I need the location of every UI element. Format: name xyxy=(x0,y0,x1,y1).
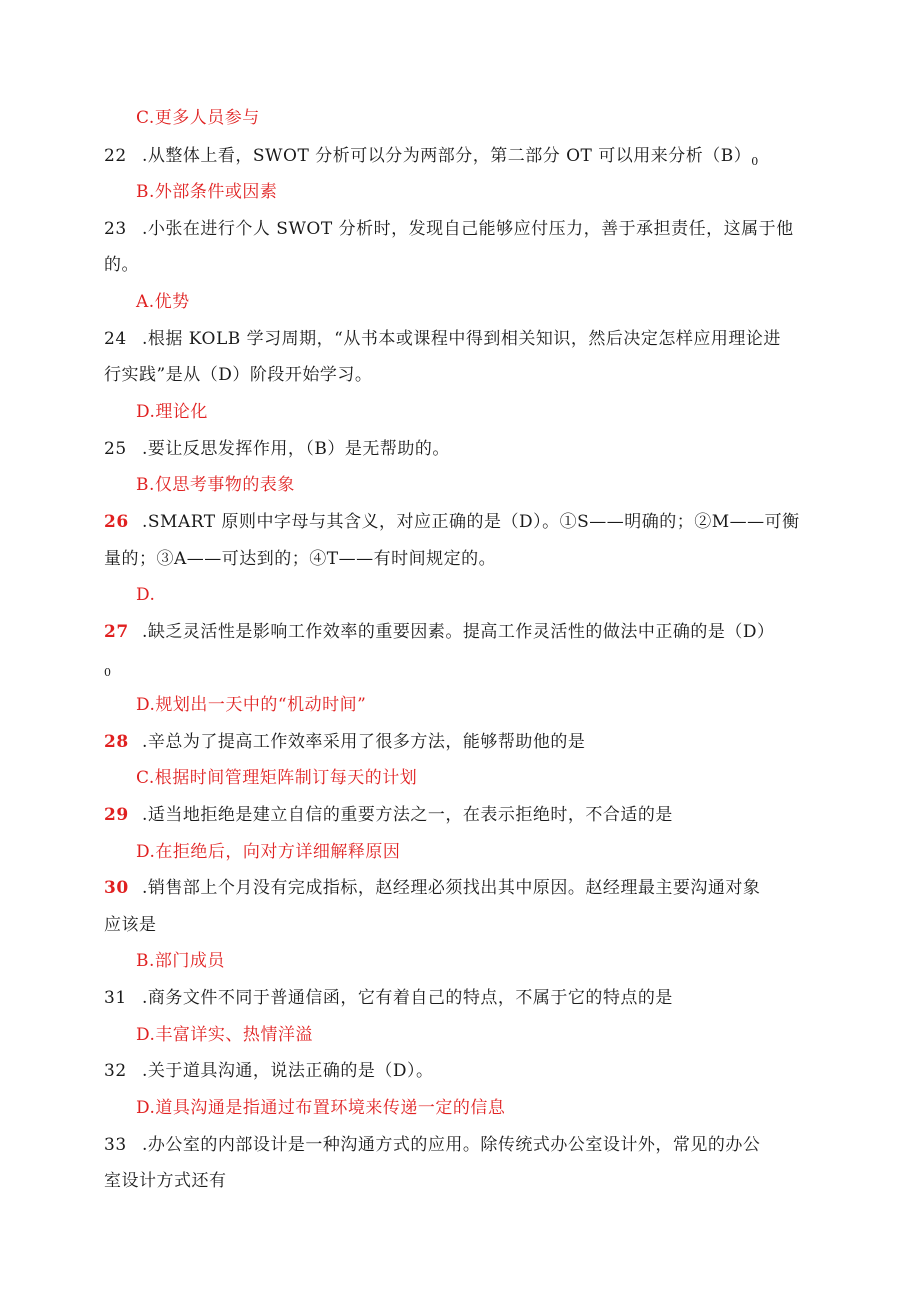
answer-31: D.丰富详实、热情洋溢 xyxy=(136,1025,313,1045)
question-number: 31 xyxy=(104,988,127,1008)
question-27-continued: 0 xyxy=(104,666,112,679)
question-number: 32 xyxy=(104,1061,127,1081)
question-text: .辛总为了提高工作效率采用了很多方法，能够帮助他的是 xyxy=(142,732,586,752)
question-number: 25 xyxy=(104,439,127,459)
question-number: 26 xyxy=(104,512,129,532)
answer-28: C.根据时间管理矩阵制订每天的计划 xyxy=(136,768,418,788)
question-number: 22 xyxy=(104,146,127,166)
question-text: .根据 KOLB 学习周期，“从书本或课程中得到相关知识，然后决定怎样应用理论进 xyxy=(142,329,781,349)
answer-23: A.优势 xyxy=(136,292,190,312)
question-33 xyxy=(104,1134,760,1156)
question-24-continued: 行实践”是从（D）阶段开始学习。 xyxy=(104,365,373,385)
question-26-continued: 量的；③A——可达到的；④T——有时间规定的。 xyxy=(104,549,497,569)
question-24 xyxy=(104,328,781,350)
answer-22: B.外部条件或因素 xyxy=(136,182,278,202)
question-number: 29 xyxy=(104,805,129,825)
answer-25: B.仅思考事物的表象 xyxy=(136,475,295,495)
question-number: 27 xyxy=(104,622,129,642)
question-text: .SMART 原则中字母与其含义，对应正确的是（D）。①S——明确的；②M——可衡 xyxy=(142,512,800,532)
question-number: 30 xyxy=(104,878,129,898)
question-text: .从整体上看，SWOT 分析可以分为两部分，第二部分 OT 可以用来分析（B） xyxy=(142,146,752,166)
question-23 xyxy=(104,218,794,240)
answer-29: D.在拒绝后，向对方详细解释原因 xyxy=(136,842,401,862)
question-30-continued: 应该是 xyxy=(104,915,157,935)
answer-21: C.更多人员参与 xyxy=(136,108,260,128)
question-25 xyxy=(104,438,450,460)
question-text: .销售部上个月没有完成指标，赵经理必须找出其中原因。赵经理最主要沟通对象 xyxy=(142,878,761,898)
question-number: 23 xyxy=(104,219,127,239)
question-text: .缺乏灵活性是影响工作效率的重要因素。提高工作灵活性的做法中正确的是（D） xyxy=(142,622,775,642)
question-number: 24 xyxy=(104,329,127,349)
question-text: .小张在进行个人 SWOT 分析时，发现自己能够应付压力，善于承担责任，这属于他 xyxy=(142,219,794,239)
answer-27: D.规划出一天中的“机动时间” xyxy=(136,695,367,715)
question-text: .商务文件不同于普通信函，它有着自己的特点，不属于它的特点的是 xyxy=(142,988,673,1008)
question-text: .办公室的内部设计是一种沟通方式的应用。除传统式办公室设计外，常见的办公 xyxy=(142,1135,761,1155)
question-number: 28 xyxy=(104,732,129,752)
answer-30: B.部门成员 xyxy=(136,951,225,971)
question-suffix: 0 xyxy=(751,155,759,168)
question-27 xyxy=(104,621,775,643)
question-23-continued: 的。 xyxy=(104,255,139,275)
answer-24: D.理论化 xyxy=(136,402,208,422)
question-22 xyxy=(104,145,759,173)
question-29 xyxy=(104,804,673,826)
question-28 xyxy=(104,731,585,753)
question-30 xyxy=(104,877,760,899)
question-number: 33 xyxy=(104,1135,127,1155)
question-33-continued: 室设计方式还有 xyxy=(104,1171,227,1191)
question-text: .要让反思发挥作用，（B）是无帮助的。 xyxy=(142,439,450,459)
question-26 xyxy=(104,511,800,533)
question-text: .适当地拒绝是建立自信的重要方法之一，在表示拒绝时，不合适的是 xyxy=(142,805,673,825)
question-31 xyxy=(104,987,673,1009)
question-text: .关于道具沟通，说法正确的是（D）。 xyxy=(142,1061,434,1081)
question-32 xyxy=(104,1060,434,1082)
answer-32: D.道具沟通是指通过布置环境来传递一定的信息 xyxy=(136,1098,506,1118)
answer-26: D. xyxy=(136,585,156,605)
